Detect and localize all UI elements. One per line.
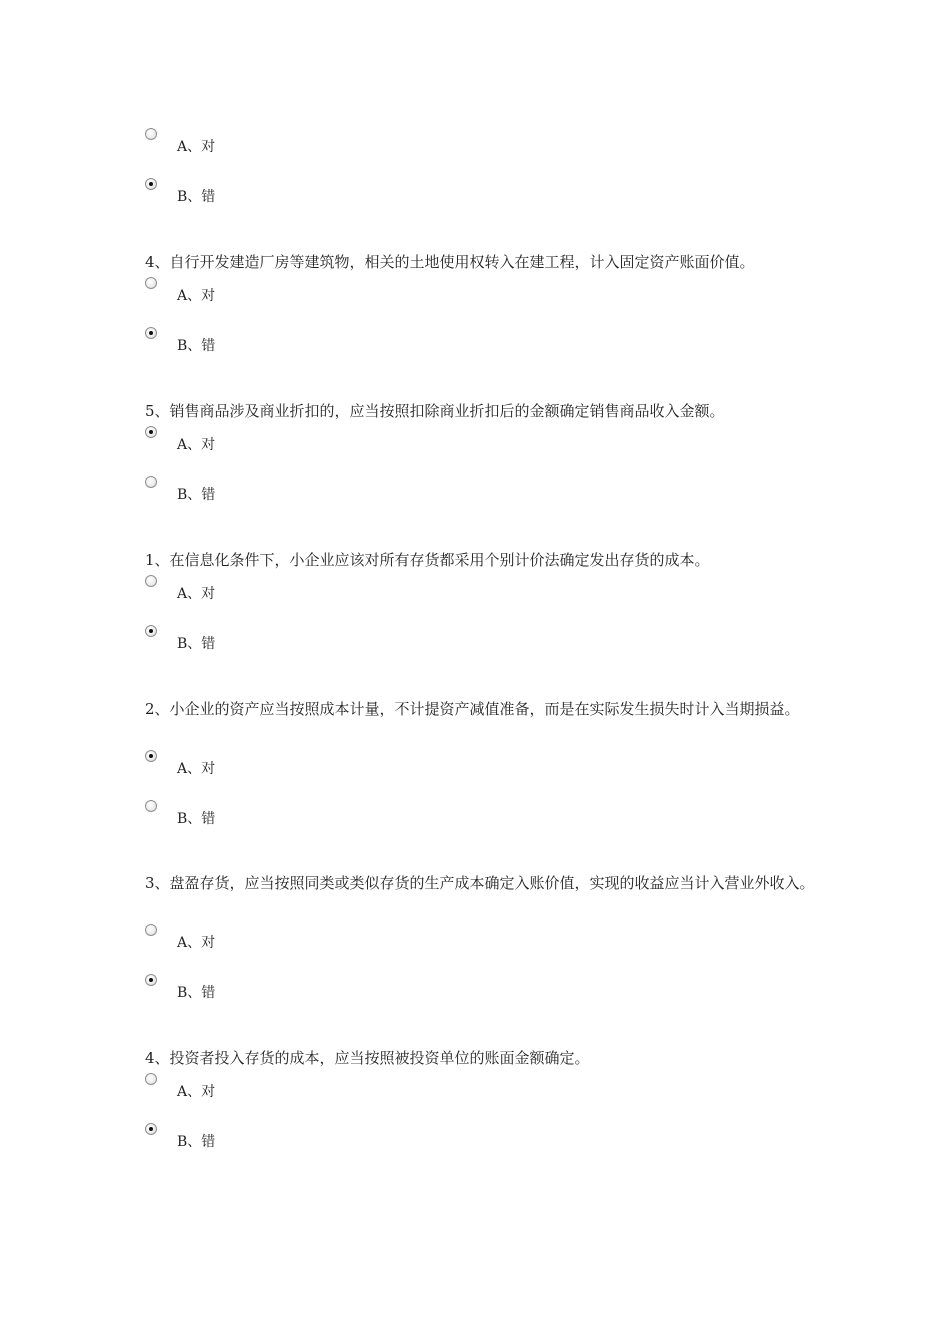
option-label: B、错 — [177, 338, 216, 354]
radio-button-checked-icon[interactable] — [145, 178, 157, 190]
radio-button-unchecked-icon[interactable] — [145, 277, 157, 289]
question-text: 4、自行开发建造厂房等建筑物，相关的土地使用权转入在建工程，计入固定资产账面价值。 — [145, 253, 755, 271]
radio-button-checked-icon[interactable] — [145, 327, 157, 339]
radio-button-checked-icon[interactable] — [145, 625, 157, 637]
option-b[interactable] — [145, 804, 215, 826]
option-label: B、错 — [177, 1134, 216, 1150]
option-label: A、对 — [177, 437, 216, 453]
radio-button-unchecked-icon[interactable] — [145, 476, 157, 488]
option-label: A、对 — [177, 288, 216, 304]
radio-button-checked-icon[interactable] — [145, 1123, 157, 1135]
option-a[interactable] — [145, 1077, 215, 1099]
option-label: A、对 — [177, 586, 216, 602]
option-a[interactable] — [145, 281, 215, 303]
option-label: B、错 — [177, 487, 216, 503]
option-label: B、错 — [177, 811, 216, 827]
radio-button-unchecked-icon[interactable] — [145, 1073, 157, 1085]
option-b[interactable] — [145, 1127, 215, 1149]
option-a[interactable] — [145, 132, 215, 154]
option-label: A、对 — [177, 1084, 216, 1100]
radio-button-unchecked-icon[interactable] — [145, 924, 157, 936]
option-label: A、对 — [177, 935, 216, 951]
question-text: 4、投资者投入存货的成本，应当按照被投资单位的账面金额确定。 — [145, 1049, 590, 1067]
question-text: 3、盘盈存货，应当按照同类或类似存货的生产成本确定入账价值，实现的收益应当计入营业外收入。 — [145, 874, 815, 892]
option-label: B、错 — [177, 985, 216, 1001]
radio-button-checked-icon[interactable] — [145, 974, 157, 986]
question-text: 1、在信息化条件下，小企业应该对所有存货都采用个别计价法确定发出存货的成本。 — [145, 551, 710, 569]
option-b[interactable] — [145, 182, 215, 204]
option-a[interactable] — [145, 754, 215, 776]
radio-button-checked-icon[interactable] — [145, 750, 157, 762]
option-label: B、错 — [177, 189, 216, 205]
option-a[interactable] — [145, 928, 215, 950]
option-b[interactable] — [145, 331, 215, 353]
option-a[interactable] — [145, 430, 215, 452]
option-b[interactable] — [145, 480, 215, 502]
radio-button-unchecked-icon[interactable] — [145, 575, 157, 587]
radio-button-checked-icon[interactable] — [145, 426, 157, 438]
option-label: B、错 — [177, 636, 216, 652]
radio-button-unchecked-icon[interactable] — [145, 128, 157, 140]
option-label: A、对 — [177, 761, 216, 777]
option-b[interactable] — [145, 978, 215, 1000]
question-text: 2、小企业的资产应当按照成本计量，不计提资产减值准备，而是在实际发生损失时计入当期损益。 — [145, 700, 800, 718]
question-text: 5、销售商品涉及商业折扣的，应当按照扣除商业折扣后的金额确定销售商品收入金额。 — [145, 402, 725, 420]
option-label: A、对 — [177, 139, 216, 155]
option-a[interactable] — [145, 579, 215, 601]
option-b[interactable] — [145, 629, 215, 651]
radio-button-unchecked-icon[interactable] — [145, 800, 157, 812]
